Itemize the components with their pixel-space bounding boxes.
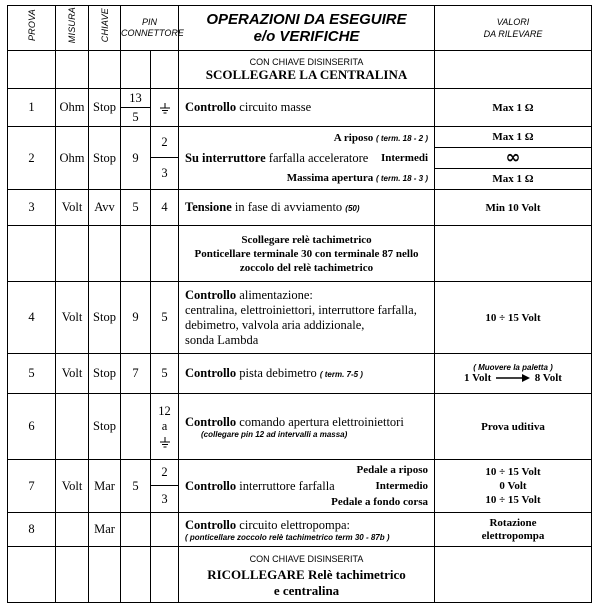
operation-cell: Controllo comando apertura elettroiniettori (collegare pin 12 ad intervalli a massa): [179, 394, 435, 460]
pin-a-cell: 9: [121, 282, 151, 354]
pin-b-cell: [151, 513, 179, 547]
header-chiave: CHIAVE: [89, 6, 121, 51]
operation-cell: Controllo circuito elettropompa: ( ponticellare zoccolo relè tachimetrico term 30 - 87b ): [179, 513, 435, 547]
instruction-cell: Scollegare relè tachimetrico Ponticellare terminale 30 con terminale 87 nello zoccolo del relè tachimetrico: [179, 226, 435, 282]
operation-cell: Controllo alimentazione: centralina, elettroiniettori, interruttore farfalla, debimetro, valvola aria addizionale, sonda Lambda: [179, 282, 435, 354]
misura-cell: [56, 513, 89, 547]
prova-cell: 8: [8, 513, 56, 547]
chiave-cell: Stop: [89, 354, 121, 394]
prova-cell: 1: [8, 89, 56, 127]
header-prova: PROVA: [8, 6, 56, 51]
ground-icon: [160, 103, 170, 114]
post-instruction: CON CHIAVE DISINSERITA RICOLLEGARE Relè tachimetrico e centralina: [179, 547, 435, 603]
operation-cell: Controllo circuito masse: [179, 89, 435, 127]
chiave-cell: Avv: [89, 190, 121, 226]
ground-icon: [160, 437, 170, 448]
operation-cell: Controllo pista debimetro ( term. 7-5 ): [179, 354, 435, 394]
operation-cell: Pedale a riposo Controllo interruttore farfalla Intermedio Pedale a fondo corsa: [179, 460, 435, 513]
misura-cell: Ohm: [56, 89, 89, 127]
value-cell: 10 ÷ 15 Volt: [435, 282, 592, 354]
pin-a-cell: 5: [121, 190, 151, 226]
prova-cell: 2: [8, 127, 56, 190]
value-cell: Max 1 Ω: [435, 89, 592, 127]
value-cell: Prova uditiva: [435, 394, 592, 460]
misura-cell: Volt: [56, 460, 89, 513]
chiave-cell: Mar: [89, 460, 121, 513]
pin-a-cell: [121, 513, 151, 547]
chiave-cell: Stop: [89, 89, 121, 127]
pin-b-cell: 5: [151, 282, 179, 354]
value-cell: 10 ÷ 15 Volt 0 Volt 10 ÷ 15 Volt: [435, 460, 592, 513]
pre-row: [8, 51, 592, 89]
table-row: [8, 394, 592, 460]
misura-cell: Volt: [56, 190, 89, 226]
infinity-value: ∞: [435, 148, 591, 169]
prova-cell: 3: [8, 190, 56, 226]
header-valori: VALORI DA RILEVARE: [435, 6, 592, 51]
misura-cell: Ohm: [56, 127, 89, 190]
value-cell: ( Muovere la paletta ) 1 Volt 8 Volt: [435, 354, 592, 394]
misura-cell: Volt: [56, 354, 89, 394]
table-row: [8, 513, 592, 547]
pin-b-cell: 2 3: [151, 460, 179, 513]
arrow-right-icon: [496, 373, 530, 383]
table-row: [8, 460, 592, 513]
value-cell: Max 1 Ω ∞ Max 1 Ω: [435, 127, 592, 190]
table-row: [8, 354, 592, 394]
pin-a-cell: 13 5: [121, 89, 151, 127]
pin-b-cell: 12 a: [151, 394, 179, 460]
pin-b-cell: [151, 89, 179, 127]
pin-a-cell: 9: [121, 127, 151, 190]
chiave-cell: Stop: [89, 127, 121, 190]
prova-cell: 7: [8, 460, 56, 513]
table-row: [8, 190, 592, 226]
instruction-row: [8, 226, 592, 282]
operation-cell: A riposo ( term. 18 - 2 ) Su interruttore farfalla acceleratore Intermedi Massima apertura ( term. 18 - 3 ): [179, 127, 435, 190]
value-cell: Min 10 Volt: [435, 190, 592, 226]
value-cell: Rotazione elettropompa: [435, 513, 592, 547]
chiave-cell: Mar: [89, 513, 121, 547]
table-row: [8, 282, 592, 354]
pin-b-cell: 2 3: [151, 127, 179, 190]
chiave-cell: Stop: [89, 282, 121, 354]
operation-cell: Tensione in fase di avviamento (50): [179, 190, 435, 226]
misura-cell: Volt: [56, 282, 89, 354]
header-title: OPERAZIONI DA ESEGUIRE e/o VERIFICHE: [179, 6, 435, 51]
header-misura: MISURA: [56, 6, 89, 51]
pin-a-cell: 5: [121, 460, 151, 513]
pin-a-cell: [121, 394, 151, 460]
procedure-table: [7, 5, 592, 603]
table-row: [8, 89, 592, 127]
misura-cell: [56, 394, 89, 460]
pin-b-cell: 5: [151, 354, 179, 394]
header-row: [8, 6, 592, 51]
prova-cell: 4: [8, 282, 56, 354]
prova-cell: 6: [8, 394, 56, 460]
chiave-cell: Stop: [89, 394, 121, 460]
header-pin-connettore: PIN CONNETTORE: [121, 6, 179, 51]
pre-instruction: CON CHIAVE DISINSERITA SCOLLEGARE LA CENTRALINA: [179, 51, 435, 89]
post-row: [8, 547, 592, 603]
prova-cell: 5: [8, 354, 56, 394]
pin-b-cell: 4: [151, 190, 179, 226]
table-row: [8, 127, 592, 190]
pin-a-cell: 7: [121, 354, 151, 394]
